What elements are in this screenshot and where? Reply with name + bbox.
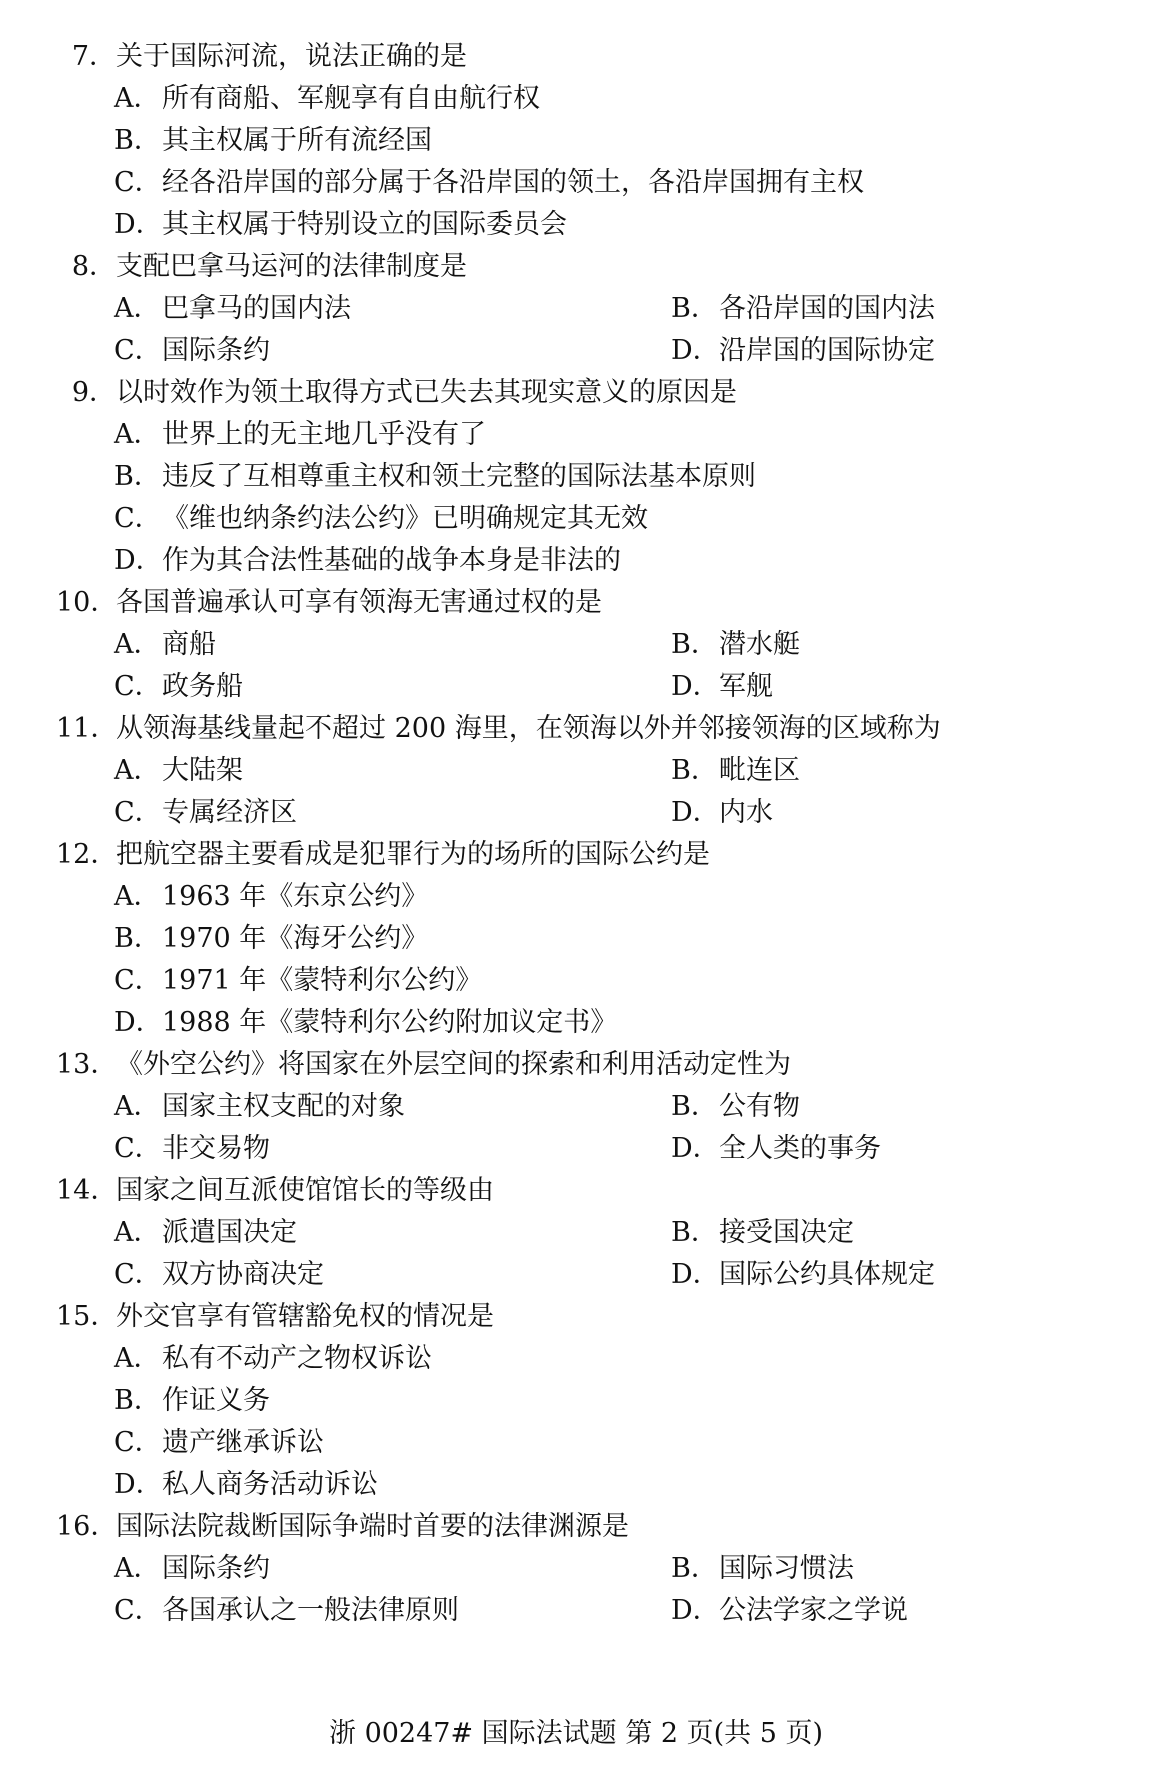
question-text: 从领海基线量起不超过 200 海里，在领海以外并邻接领海的区域称为 bbox=[116, 713, 941, 744]
option-text: 1970 年《海牙公约》 bbox=[162, 923, 429, 954]
option-item bbox=[114, 624, 671, 666]
question-item bbox=[56, 246, 1116, 372]
option-item bbox=[114, 1548, 671, 1590]
option-text: 潜水艇 bbox=[719, 629, 800, 660]
option-text: 世界上的无主地几乎没有了 bbox=[162, 419, 486, 450]
option-list bbox=[56, 876, 1116, 1044]
question-stem bbox=[56, 708, 1116, 750]
question-list bbox=[56, 36, 1116, 1632]
option-item bbox=[114, 960, 1116, 1002]
option-text: 其主权属于所有流经国 bbox=[162, 125, 432, 156]
option-item bbox=[114, 1086, 671, 1128]
option-item bbox=[671, 750, 1116, 792]
option-list bbox=[56, 1548, 1116, 1632]
question-item bbox=[56, 372, 1116, 582]
question-text: 关于国际河流，说法正确的是 bbox=[116, 41, 467, 72]
option-text: 公法学家之学说 bbox=[719, 1595, 908, 1626]
question-text: 国际法院裁断国际争端时首要的法律渊源是 bbox=[116, 1511, 629, 1542]
option-item bbox=[114, 330, 671, 372]
option-label: A． bbox=[114, 1091, 161, 1122]
option-label: B． bbox=[114, 923, 161, 954]
option-item bbox=[671, 1590, 1116, 1632]
option-text: 毗连区 bbox=[719, 755, 800, 786]
option-text: 私人商务活动诉讼 bbox=[162, 1469, 378, 1500]
option-item bbox=[114, 456, 1116, 498]
option-label: C． bbox=[114, 1595, 162, 1626]
option-text: 所有商船、军舰享有自由航行权 bbox=[162, 83, 540, 114]
question-stem bbox=[56, 1296, 1116, 1338]
option-list bbox=[56, 414, 1116, 582]
option-text: 双方协商决定 bbox=[162, 1259, 324, 1290]
option-item bbox=[114, 1128, 671, 1170]
option-text: 作为其合法性基础的战争本身是非法的 bbox=[162, 545, 621, 576]
question-stem bbox=[56, 1506, 1116, 1548]
option-item bbox=[114, 414, 1116, 456]
option-label: B． bbox=[671, 755, 718, 786]
option-text: 国际公约具体规定 bbox=[719, 1259, 935, 1290]
option-list bbox=[56, 1086, 1116, 1170]
question-text: 支配巴拿马运河的法律制度是 bbox=[116, 251, 467, 282]
question-number: 7． bbox=[71, 41, 116, 72]
option-item bbox=[114, 540, 1116, 582]
option-label: B． bbox=[114, 461, 161, 492]
option-text: 经各沿岸国的部分属于各沿岸国的领土，各沿岸国拥有主权 bbox=[162, 167, 864, 198]
option-label: C． bbox=[114, 965, 162, 996]
question-item bbox=[56, 1170, 1116, 1296]
option-item bbox=[114, 1422, 1116, 1464]
option-item bbox=[114, 666, 671, 708]
question-item bbox=[56, 1296, 1116, 1506]
option-text: 1971 年《蒙特利尔公约》 bbox=[162, 965, 483, 996]
option-item bbox=[114, 1380, 1116, 1422]
option-item bbox=[114, 120, 1116, 162]
option-label: C． bbox=[114, 1427, 162, 1458]
question-stem bbox=[56, 834, 1116, 876]
option-text: 《维也纳条约法公约》已明确规定其无效 bbox=[162, 503, 648, 534]
option-item bbox=[671, 1548, 1116, 1590]
option-item bbox=[114, 204, 1116, 246]
option-list bbox=[56, 1338, 1116, 1506]
option-item bbox=[671, 1212, 1116, 1254]
option-label: B． bbox=[671, 629, 718, 660]
option-text: 国际条约 bbox=[162, 335, 270, 366]
option-text: 军舰 bbox=[719, 671, 773, 702]
question-number: 12． bbox=[56, 839, 118, 870]
option-label: A． bbox=[114, 83, 161, 114]
question-stem bbox=[56, 582, 1116, 624]
option-text: 内水 bbox=[719, 797, 773, 828]
option-text: 巴拿马的国内法 bbox=[162, 293, 351, 324]
option-text: 国际习惯法 bbox=[719, 1553, 854, 1584]
option-item bbox=[114, 162, 1116, 204]
question-number: 14． bbox=[56, 1175, 118, 1206]
question-number: 8． bbox=[71, 251, 116, 282]
option-item bbox=[671, 792, 1116, 834]
option-text: 遗产继承诉讼 bbox=[162, 1427, 324, 1458]
option-label: B． bbox=[671, 1553, 718, 1584]
option-label: C． bbox=[114, 335, 162, 366]
option-text: 沿岸国的国际协定 bbox=[719, 335, 935, 366]
option-label: A． bbox=[114, 419, 161, 450]
option-label: B． bbox=[671, 1091, 718, 1122]
option-label: A． bbox=[114, 755, 161, 786]
option-label: D． bbox=[671, 1259, 720, 1290]
option-text: 1988 年《蒙特利尔公约附加议定书》 bbox=[162, 1007, 618, 1038]
option-text: 国家主权支配的对象 bbox=[162, 1091, 405, 1122]
option-text: 接受国决定 bbox=[719, 1217, 854, 1248]
option-item bbox=[671, 1086, 1116, 1128]
question-item bbox=[56, 834, 1116, 1044]
question-stem bbox=[56, 372, 1116, 414]
option-text: 1963 年《东京公约》 bbox=[162, 881, 429, 912]
question-item bbox=[56, 708, 1116, 834]
option-label: A． bbox=[114, 1343, 161, 1374]
option-label: D． bbox=[114, 209, 163, 240]
option-text: 大陆架 bbox=[162, 755, 243, 786]
option-text: 作证义务 bbox=[162, 1385, 270, 1416]
option-text: 派遣国决定 bbox=[162, 1217, 297, 1248]
option-item bbox=[114, 1254, 671, 1296]
option-text: 非交易物 bbox=[162, 1133, 270, 1164]
option-label: B． bbox=[671, 293, 718, 324]
option-item bbox=[114, 288, 671, 330]
option-label: C． bbox=[114, 797, 162, 828]
option-item bbox=[671, 1128, 1116, 1170]
option-item bbox=[671, 330, 1116, 372]
question-text: 以时效作为领土取得方式已失去其现实意义的原因是 bbox=[116, 377, 737, 408]
option-text: 全人类的事务 bbox=[719, 1133, 881, 1164]
option-item bbox=[671, 624, 1116, 666]
option-item bbox=[671, 666, 1116, 708]
option-item bbox=[114, 876, 1116, 918]
option-list bbox=[56, 78, 1116, 246]
option-text: 私有不动产之物权诉讼 bbox=[162, 1343, 432, 1374]
option-item bbox=[114, 1464, 1116, 1506]
question-stem bbox=[56, 36, 1116, 78]
option-label: D． bbox=[671, 1133, 720, 1164]
option-text: 政务船 bbox=[162, 671, 243, 702]
option-text: 各沿岸国的国内法 bbox=[719, 293, 935, 324]
option-text: 其主权属于特别设立的国际委员会 bbox=[162, 209, 567, 240]
option-text: 各国承认之一般法律原则 bbox=[162, 1595, 459, 1626]
option-label: D． bbox=[671, 797, 720, 828]
option-label: D． bbox=[671, 335, 720, 366]
option-label: D． bbox=[114, 1469, 163, 1500]
question-number: 11． bbox=[56, 713, 118, 744]
option-text: 国际条约 bbox=[162, 1553, 270, 1584]
question-item bbox=[56, 1506, 1116, 1632]
option-label: A． bbox=[114, 629, 161, 660]
option-text: 商船 bbox=[162, 629, 216, 660]
option-item bbox=[114, 1590, 671, 1632]
option-label: C． bbox=[114, 167, 162, 198]
option-label: B． bbox=[671, 1217, 718, 1248]
option-label: C． bbox=[114, 671, 162, 702]
question-number: 13． bbox=[56, 1049, 118, 1080]
question-item bbox=[56, 36, 1116, 246]
question-number: 15． bbox=[56, 1301, 118, 1332]
option-item bbox=[671, 1254, 1116, 1296]
question-number: 16． bbox=[56, 1511, 118, 1542]
question-number: 9． bbox=[71, 377, 116, 408]
option-item bbox=[114, 1002, 1116, 1044]
question-text: 外交官享有管辖豁免权的情况是 bbox=[116, 1301, 494, 1332]
option-list bbox=[56, 750, 1116, 834]
page-footer: 浙 00247# 国际法试题 第 2 页(共 5 页) bbox=[328, 1718, 823, 1749]
question-item bbox=[56, 1044, 1116, 1170]
option-label: C． bbox=[114, 503, 162, 534]
question-item bbox=[56, 582, 1116, 708]
question-stem bbox=[56, 1044, 1116, 1086]
option-label: C． bbox=[114, 1259, 162, 1290]
option-label: C． bbox=[114, 1133, 162, 1164]
option-text: 公有物 bbox=[719, 1091, 800, 1122]
option-item bbox=[671, 288, 1116, 330]
question-text: 国家之间互派使馆馆长的等级由 bbox=[116, 1175, 494, 1206]
option-label: D． bbox=[114, 545, 163, 576]
option-label: A． bbox=[114, 293, 161, 324]
option-label: A． bbox=[114, 1217, 161, 1248]
option-label: A． bbox=[114, 881, 161, 912]
option-text: 违反了互相尊重主权和领土完整的国际法基本原则 bbox=[162, 461, 756, 492]
option-item bbox=[114, 750, 671, 792]
question-text: 把航空器主要看成是犯罪行为的场所的国际公约是 bbox=[116, 839, 710, 870]
option-list bbox=[56, 288, 1116, 372]
option-item bbox=[114, 918, 1116, 960]
question-stem bbox=[56, 1170, 1116, 1212]
question-text: 各国普遍承认可享有领海无害通过权的是 bbox=[116, 587, 602, 618]
option-label: D． bbox=[114, 1007, 163, 1038]
option-text: 专属经济区 bbox=[162, 797, 297, 828]
option-item bbox=[114, 792, 671, 834]
option-item bbox=[114, 498, 1116, 540]
option-label: D． bbox=[671, 1595, 720, 1626]
option-item bbox=[114, 1212, 671, 1254]
question-stem bbox=[56, 246, 1116, 288]
option-list bbox=[56, 624, 1116, 708]
option-label: B． bbox=[114, 1385, 161, 1416]
option-list bbox=[56, 1212, 1116, 1296]
question-text: 《外空公约》将国家在外层空间的探索和利用活动定性为 bbox=[116, 1049, 791, 1080]
option-item bbox=[114, 1338, 1116, 1380]
question-number: 10． bbox=[56, 587, 118, 618]
option-label: B． bbox=[114, 125, 161, 156]
option-label: D． bbox=[671, 671, 720, 702]
option-item bbox=[114, 78, 1116, 120]
option-label: A． bbox=[114, 1553, 161, 1584]
